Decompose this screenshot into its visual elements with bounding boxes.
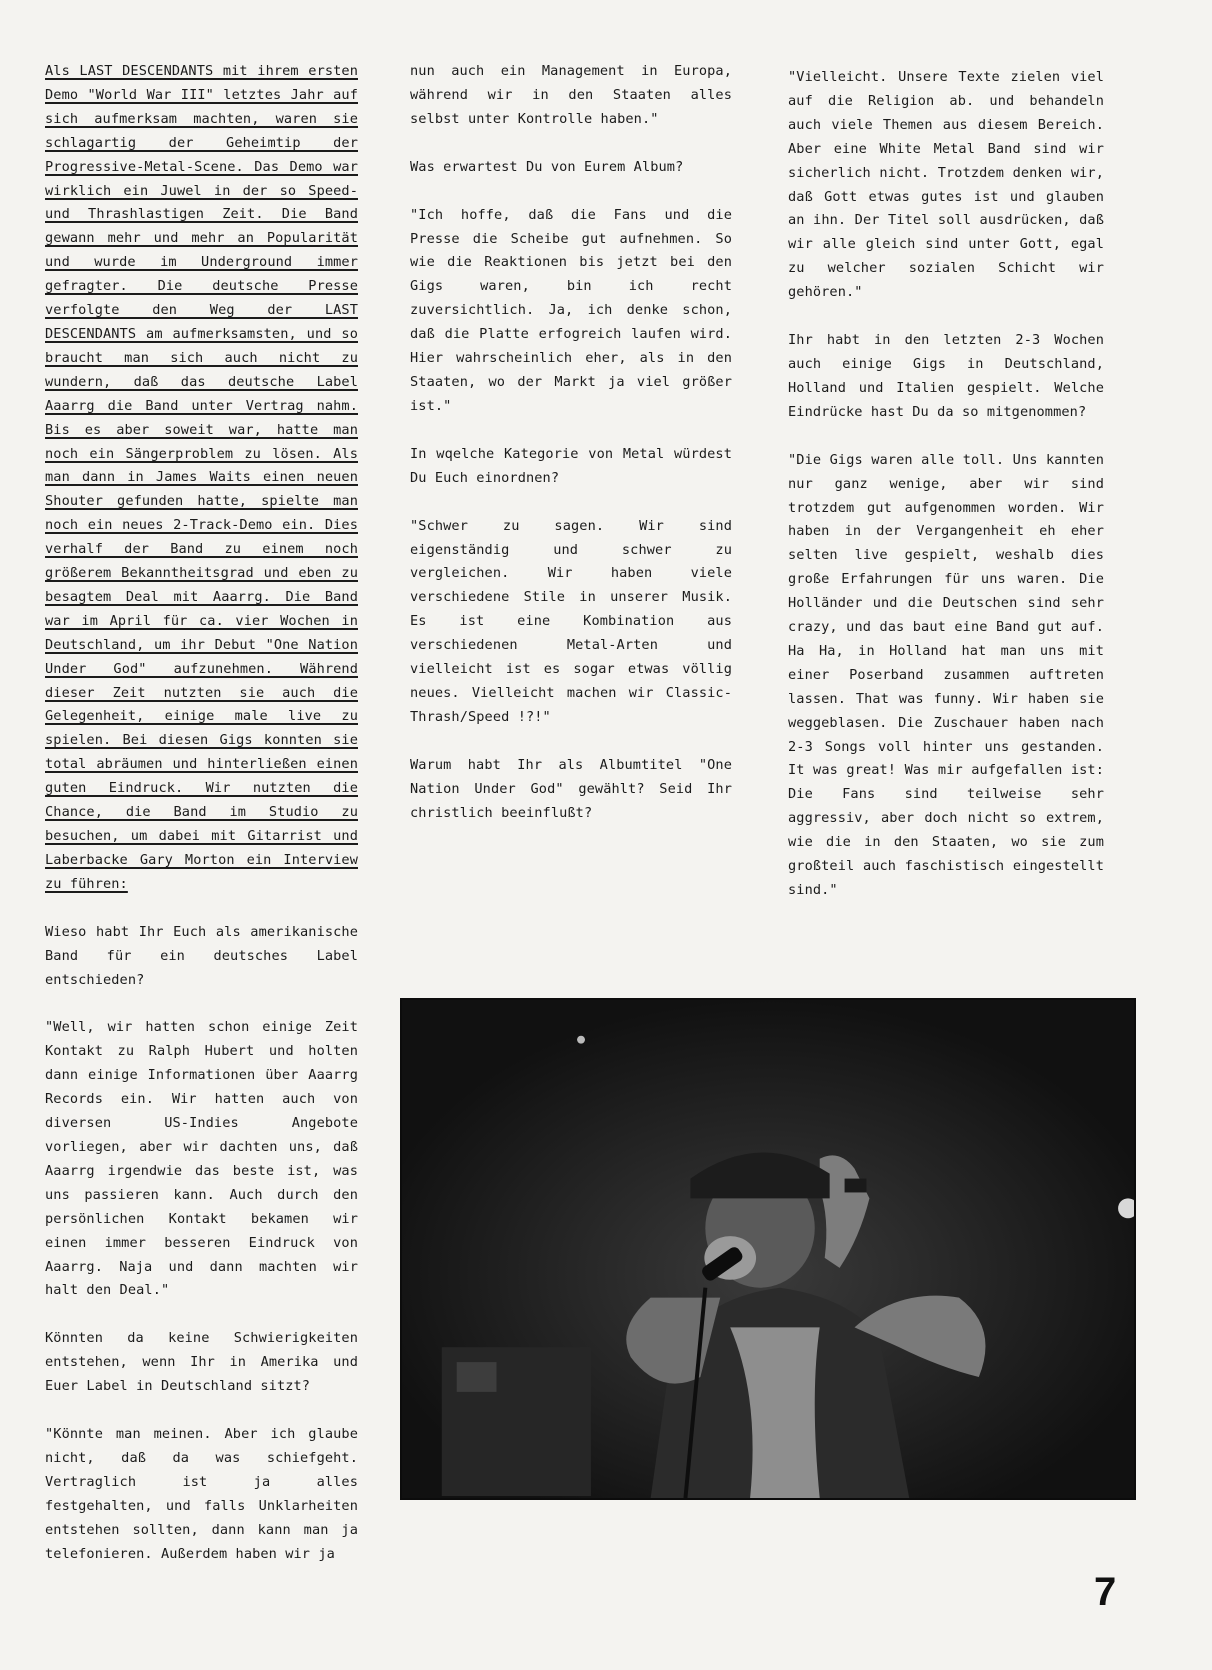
article-column-1 <box>45 60 358 1590</box>
interview-question: Könnten da keine Schwierigkeiten entstehen, wenn Ihr in Amerika und Euer Label in Deutschland sitzt? <box>45 1330 358 1395</box>
interview-answer: "Könnte man meinen. Aber ich glaube nicht, daß da was schiefgeht. Vertraglich ist ja alles festgehalten, und falls Unklarheiten entstehen sollten, dann kann man ja telefonieren. Außerdem haben wir ja <box>45 1426 358 1562</box>
page-number: 7 <box>1094 1570 1117 1614</box>
singer-photo-illustration <box>402 1000 1134 1498</box>
concert-photo <box>400 998 1136 1500</box>
article-column-3 <box>788 66 1104 927</box>
article-column-2 <box>410 60 732 849</box>
interview-answer: "Schwer zu sagen. Wir sind eigenständig und schwer zu vergleichen. Wir haben viele verschiedene Stile in unserer Musik. Es ist eine Kombination aus verschiedenen Metal-Arten und vielleicht ist es sogar etwas völlig neues. Vielleicht machen wir Classic-Thrash/Speed !?!" <box>410 517 732 725</box>
interview-answer: "Die Gigs waren alle toll. Uns kannten nur ganz wenige, aber wir sind trotzdem gut aufgenommen worden. Wir haben in der Vergangenheit eh eher selten live gespielt, weshalb dies große Erfahrungen für uns waren. Die Holländer und die Deutschen sind sehr crazy, und das baut eine Band gut auf. Ha Ha, in Holland hat man uns mit einer Poserband zusammen auftreten lassen. That was funny. Wir haben sie weggeblasen. Die Zuschauer haben nach 2-3 Songs voll hinter uns gestanden. It was great! Was mir aufgefallen ist: Die Fans sind teilweise sehr aggressiv, aber doch nicht so extrem, wie die in den Staaten, wo sie zum großteil auch faschistisch eingestellt sind." <box>788 451 1104 898</box>
interview-answer: "Vielleicht. Unsere Texte zielen viel auf die Religion ab. und behandeln auch viele Themen aus diesem Bereich. Aber eine White Metal Band sind wir sicherlich nicht. Trotzdem denken wir, daß Gott etwas gutes ist und glauben an ihn. Der Titel soll ausdrücken, daß wir alle gleich sind unter Gott, egal zu welcher sozialen Schicht wir gehören." <box>788 69 1104 301</box>
article-intro <box>45 60 358 897</box>
interview-question: Wieso habt Ihr Euch als amerikanische Band für ein deutsches Label entschieden? <box>45 923 358 988</box>
interview-question: Warum habt Ihr als Albumtitel "One Nation Under God" gewählt? Seid Ihr christlich beeinflußt? <box>410 756 732 821</box>
interview-answer: "Ich hoffe, daß die Fans und die Presse die Scheibe gut aufnehmen. So wie die Reaktionen bis jetzt bei den Gigs waren, bin ich recht zuversichtlich. Ja, ich denke schon, daß die Platte erfogreich laufen wird. Hier wahrscheinlich eher, als in den Staaten, wo der Markt ja viel größer ist." <box>410 206 732 414</box>
interview-question: Ihr habt in den letzten 2-3 Wochen auch einige Gigs in Deutschland, Holland und Italien gespielt. Welche Eindrücke hast Du da so mitgenommen? <box>788 332 1104 420</box>
interview-question: In wqelche Kategorie von Metal würdest Du Euch einordnen? <box>410 445 732 486</box>
article-intro-text: Als LAST DESCENDANTS mit ihrem ersten Demo "World War III" letztes Jahr auf sich aufmerksam machten, waren sie schlagartig der Geheimtip der Progressive-Metal-Scene. Das Demo war wirklich ein Juwel in der so Speed- und Thrashlastigen Zeit. Die Band gewann mehr und mehr an Popularität und wurde im Underground immer gefragter. Die deutsche Presse verfolgte den Weg der LAST DESCENDANTS am aufmerksamsten, und so braucht man sich auch nicht zu wundern, daß das deutsche Label Aaarrg die Band unter Vertrag nahm. Bis es aber soweit war, hatte man noch ein Sängerproblem zu lösen. Als man dann in James Waits einen neuen Shouter gefunden hatte, spielte man noch ein neues 2-Track-Demo ein. Dies verhalf der Band zu einem noch größerem Bekanntheitsgrad und eben zu besagtem Deal mit Aaarrg. Die Band war im April für ca. vier Wochen in Deutschland, um ihr Debut "One Nation Under God" aufzunehmen. Während dieser Zeit nutzten sie auch die Gelegenheit, einige male live zu spielen. Bei diesen Gigs konnten sie total abräumen und hinterließen einen guten Eindruck. Wir nutzten die Chance, die Band im Studio zu besuchen, um dabei mit Gitarrist und Laberbacke Gary Morton ein Interview zu führen: <box>45 63 358 892</box>
interview-answer: "Well, wir hatten schon einige Zeit Kontakt zu Ralph Hubert und holten dann einige Informationen über Aaarrg Records ein. Wir hatten auch von diversen US-Indies Angebote vorliegen, aber wir dachten uns, daß Aaarrg irgendwie das beste ist, was uns passieren kann. Auch durch den persönlichen Kontakt bekamen wir einen immer besseren Eindruck von Aaarrg. Naja und dann machten wir halt den Deal." <box>45 1019 358 1299</box>
interview-question: Was erwartest Du von Eurem Album? <box>410 158 684 175</box>
interview-answer: nun auch ein Management in Europa, während wir in den Staaten alles selbst unter Kontrolle haben." <box>410 63 732 127</box>
